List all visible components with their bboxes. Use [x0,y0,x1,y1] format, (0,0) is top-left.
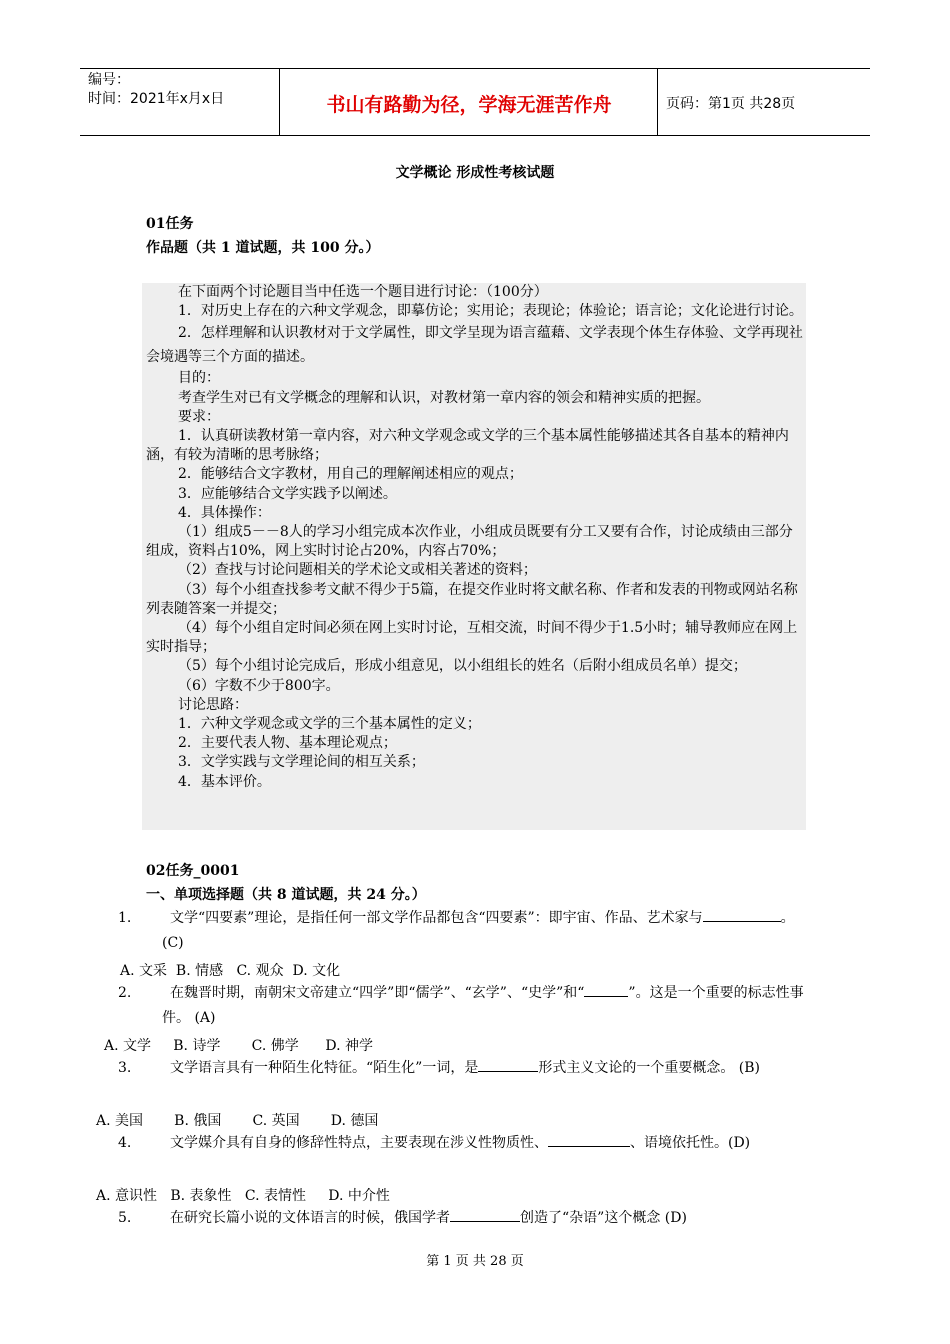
task1-paragraph: 考查学生对已有文学概念的理解和认识，对教材第一章内容的领会和精神实质的把握。 [178,389,710,406]
question-text [162,1056,808,1081]
answer-blank [548,1132,630,1147]
answer-blank [703,907,781,922]
task1-paragraph: 1．认真研读教材第一章内容，对六种文学观念或文学的三个基本属性能够描述其各自基本的精神内涵，有较为清晰的思考脉络； [146,428,789,464]
task1-paragraph: 在下面两个讨论题目当中任选一个题目进行讨论：（100分） [178,284,548,300]
task1-paragraph: 讨论思路： [178,696,248,713]
header-divider-left [279,68,280,135]
question-text [162,981,816,1031]
question-number: 3. [118,1060,132,1076]
question-options: A. 美国 B. 俄国 C. 英国 D. 德国 [96,1113,379,1129]
task2-title: 02任务_0001 [146,863,240,879]
question-options: A. 文学 B. 诗学 C. 佛学 D. 神学 [104,1038,374,1054]
header-divider-right [657,68,658,135]
task1-paragraph: （4）每个小组自定时间必须在网上实时讨论，互相交流，时间不得少于1.5小时；辅导教师应在网上实时指导； [146,620,798,656]
task1-paragraph: 1．对历史上存在的六种文学观念，即摹仿论；实用论；表现论；体验论；语言论；文化论进行讨论。 [178,303,803,320]
header-top-rule [80,68,870,69]
task1-paragraph: 2．能够结合文字教材，用自己的理解阐述相应的观点； [178,466,523,483]
task1-paragraph: 要求： [178,408,220,425]
question-answer: 创造了“杂语”这个概念 (D) [520,1210,687,1226]
document-title: 文学概论 形成性考核试题 [395,165,555,181]
task1-paragraph: 3．文学实践与文学理论间的相互关系； [178,754,425,771]
header-motto: 书山有路勤为径，学海无涯苦作舟 [326,94,612,116]
question-text [162,906,808,956]
question-stem: 文学媒介具有自身的修辞性特点，主要表现在涉义性物质性、 [170,1135,548,1151]
task1-paragraph: 2．怎样理解和认识教材对于文学属性，即文学呈现为语言蕴藉、文学表现个体生存体验、文学再现社会境遇等三个方面的描述。 [146,325,803,366]
task1-paragraph: 4．具体操作： [178,504,271,521]
question-stem: 文学“四要素”理论，是指任何一部文学作品都包含“四要素”：即宇宙、作品、艺术家与 [170,910,703,926]
task1-paragraph: 3．应能够结合文学实践予以阐述。 [178,485,397,502]
doc-date-label: 时间：2021年x月x日 [88,91,225,107]
task1-paragraph: 4．基本评价。 [178,773,271,790]
doc-number-label: 编号： [88,72,130,88]
question-answer: 、语境依托性。(D) [630,1135,751,1151]
task1-paragraph: 目的： [178,370,220,387]
question-answer: 。 (C) [162,910,795,951]
header-page-info: 页码：第1页 共28页 [666,96,796,112]
answer-blank [478,1057,538,1072]
answer-blank [450,1207,520,1222]
question-stem: 文学语言具有一种陌生化特征。“陌生化”一词，是 [170,1060,479,1076]
question-options: A. 文采 B. 情感 C. 观众 D. 文化 [120,963,341,979]
task1-paragraph: （6）字数不少于800字。 [178,677,340,694]
task1-paragraph: （5）每个小组讨论完成后，形成小组意见，以小组组长的姓名（后附小组成员名单）提交； [178,658,747,675]
page-footer: 第 1 页 共 28 页 [426,1254,524,1269]
question-text [162,1206,822,1231]
task1-paragraph: （3）每个小组查找参考文献不得少于5篇，在提交作业时将文献名称、作者和发表的刊物或网站名称列表随答案一并提交； [146,581,798,617]
question-stem: 在魏晋时期，南朝宋文帝建立“四学”即“儒学”、“玄学”、“史学”和“ [170,985,585,1001]
task1-title: 01任务 [146,216,194,232]
task2-subtitle: 一、单项选择题（共 8 道试题，共 24 分。） [146,887,426,903]
header-meta [88,71,224,109]
question-stem: 在研究长篇小说的文体语言的时候，俄国学者 [170,1210,450,1226]
task1-content [146,283,806,792]
question-number: 2. [118,985,132,1001]
question-answer: ”。这是一个重要的标志性事件。 (A) [162,985,804,1026]
question-number: 5. [118,1210,132,1226]
task1-paragraph: （1）组成5－－8人的学习小组完成本次作业，小组成员既要有分工又要有合作，讨论成绩由三部分组成，资料占10%，网上实时讨论占20%，内容占70%； [146,524,793,560]
question-options: A. 意识性 B. 表象性 C. 表情性 D. 中介性 [96,1188,390,1204]
header-bottom-rule [80,135,870,136]
question-answer: 形式主义文论的一个重要概念。 (B) [538,1060,760,1076]
question-number: 1. [118,910,132,926]
task1-paragraph: 2．主要代表人物、基本理论观点； [178,735,397,752]
answer-blank [584,982,628,997]
task1-subtitle: 作品题（共 1 道试题，共 100 分。） [146,240,380,256]
question-number: 4. [118,1135,132,1151]
task1-paragraph: 1．六种文学观念或文学的三个基本属性的定义； [178,716,481,733]
question-text [155,1131,817,1156]
task1-paragraph: （2）查找与讨论问题相关的学术论文或相关著述的资料； [178,562,537,579]
